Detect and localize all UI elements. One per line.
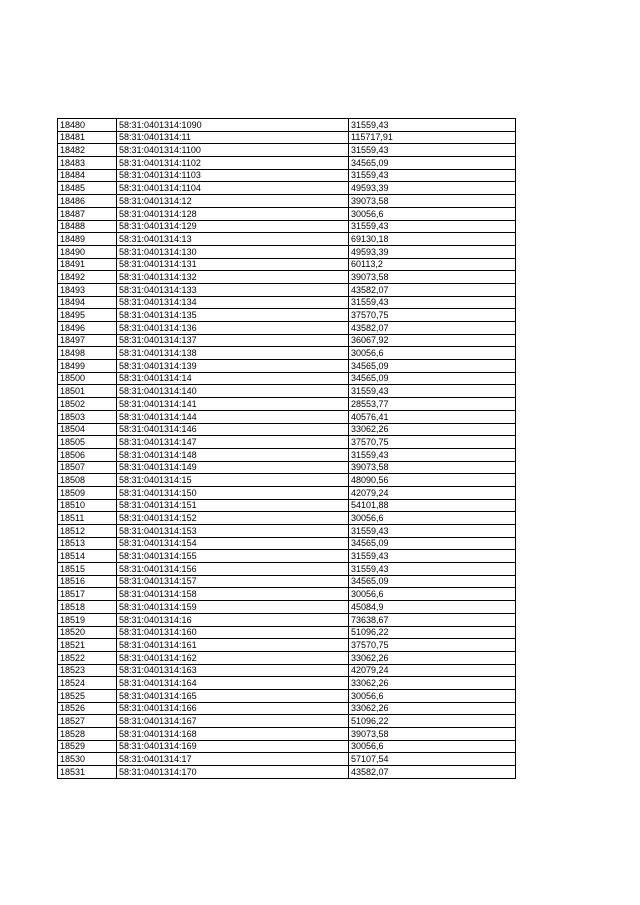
value-cell: 31559,43	[349, 296, 516, 309]
table-row	[58, 119, 516, 132]
cadastral-number-cell: 58:31:0401314:141	[117, 398, 349, 411]
row-number-cell: 18493	[58, 283, 117, 296]
cadastral-number-cell: 58:31:0401314:132	[117, 271, 349, 284]
table-row	[58, 588, 516, 601]
value-cell: 31559,43	[349, 563, 516, 576]
row-number-cell: 18504	[58, 423, 117, 436]
row-number-cell: 18509	[58, 486, 117, 499]
cadastral-number-cell: 58:31:0401314:157	[117, 575, 349, 588]
value-cell: 33062,26	[349, 702, 516, 715]
value-cell: 33062,26	[349, 651, 516, 664]
row-number-cell: 18515	[58, 563, 117, 576]
value-cell: 69130,18	[349, 233, 516, 246]
table-row	[58, 233, 516, 246]
row-number-cell: 18508	[58, 474, 117, 487]
row-number-cell: 18524	[58, 677, 117, 690]
value-cell: 51096,22	[349, 715, 516, 728]
value-cell: 34565,09	[349, 372, 516, 385]
value-cell: 49593,39	[349, 182, 516, 195]
row-number-cell: 18485	[58, 182, 117, 195]
value-cell: 31559,43	[349, 144, 516, 157]
row-number-cell: 18512	[58, 525, 117, 538]
table-row	[58, 613, 516, 626]
row-number-cell: 18487	[58, 207, 117, 220]
table-row	[58, 309, 516, 322]
cadastral-number-cell: 58:31:0401314:170	[117, 766, 349, 779]
value-cell: 31559,43	[349, 385, 516, 398]
cadastral-number-cell: 58:31:0401314:135	[117, 309, 349, 322]
table-row	[58, 474, 516, 487]
cadastral-number-cell: 58:31:0401314:1102	[117, 157, 349, 170]
table-row	[58, 677, 516, 690]
cadastral-number-cell: 58:31:0401314:13	[117, 233, 349, 246]
row-number-cell: 18518	[58, 601, 117, 614]
value-cell: 39073,58	[349, 195, 516, 208]
value-cell: 42079,24	[349, 664, 516, 677]
row-number-cell: 18530	[58, 753, 117, 766]
table-row	[58, 220, 516, 233]
cadastral-number-cell: 58:31:0401314:169	[117, 740, 349, 753]
row-number-cell: 18483	[58, 157, 117, 170]
cadastral-number-cell: 58:31:0401314:16	[117, 613, 349, 626]
cadastral-number-cell: 58:31:0401314:12	[117, 195, 349, 208]
cadastral-number-cell: 58:31:0401314:146	[117, 423, 349, 436]
value-cell: 57107,54	[349, 753, 516, 766]
value-cell: 31559,43	[349, 169, 516, 182]
cadastral-number-cell: 58:31:0401314:139	[117, 360, 349, 373]
row-number-cell: 18507	[58, 461, 117, 474]
cadastral-number-cell: 58:31:0401314:136	[117, 322, 349, 335]
table-row	[58, 423, 516, 436]
value-cell: 34565,09	[349, 157, 516, 170]
cadastral-number-cell: 58:31:0401314:160	[117, 626, 349, 639]
row-number-cell: 18517	[58, 588, 117, 601]
cadastral-number-cell: 58:31:0401314:159	[117, 601, 349, 614]
row-number-cell: 18481	[58, 131, 117, 144]
value-cell: 43582,07	[349, 322, 516, 335]
table-row	[58, 575, 516, 588]
cadastral-number-cell: 58:31:0401314:161	[117, 639, 349, 652]
value-cell: 31559,43	[349, 119, 516, 132]
cadastral-number-cell: 58:31:0401314:150	[117, 486, 349, 499]
value-cell: 34565,09	[349, 575, 516, 588]
table-row	[58, 283, 516, 296]
value-cell: 30056,6	[349, 588, 516, 601]
table-row	[58, 689, 516, 702]
row-number-cell: 18505	[58, 436, 117, 449]
value-cell: 37570,75	[349, 436, 516, 449]
row-number-cell: 18495	[58, 309, 117, 322]
row-number-cell: 18488	[58, 220, 117, 233]
cadastral-number-cell: 58:31:0401314:166	[117, 702, 349, 715]
table-row	[58, 131, 516, 144]
value-cell: 30056,6	[349, 347, 516, 360]
table-row	[58, 740, 516, 753]
row-number-cell: 18499	[58, 360, 117, 373]
table-row	[58, 385, 516, 398]
row-number-cell: 18496	[58, 322, 117, 335]
row-number-cell: 18498	[58, 347, 117, 360]
value-cell: 43582,07	[349, 283, 516, 296]
cadastral-number-cell: 58:31:0401314:1090	[117, 119, 349, 132]
cadastral-number-cell: 58:31:0401314:162	[117, 651, 349, 664]
value-cell: 40576,41	[349, 410, 516, 423]
row-number-cell: 18514	[58, 550, 117, 563]
table-row	[58, 448, 516, 461]
cadastral-number-cell: 58:31:0401314:14	[117, 372, 349, 385]
cadastral-number-cell: 58:31:0401314:137	[117, 334, 349, 347]
table-row	[58, 601, 516, 614]
value-cell: 73638,67	[349, 613, 516, 626]
cadastral-number-cell: 58:31:0401314:138	[117, 347, 349, 360]
table-row	[58, 398, 516, 411]
table-row	[58, 486, 516, 499]
cadastral-number-cell: 58:31:0401314:153	[117, 525, 349, 538]
cadastral-number-cell: 58:31:0401314:131	[117, 258, 349, 271]
table-row	[58, 626, 516, 639]
table-row	[58, 245, 516, 258]
table-row	[58, 499, 516, 512]
table-row	[58, 664, 516, 677]
table-row	[58, 360, 516, 373]
row-number-cell: 18492	[58, 271, 117, 284]
cadastral-number-cell: 58:31:0401314:155	[117, 550, 349, 563]
table-row	[58, 258, 516, 271]
cadastral-number-cell: 58:31:0401314:156	[117, 563, 349, 576]
cadastral-number-cell: 58:31:0401314:154	[117, 537, 349, 550]
value-cell: 39073,58	[349, 461, 516, 474]
table-row	[58, 322, 516, 335]
cadastral-number-cell: 58:31:0401314:17	[117, 753, 349, 766]
value-cell: 37570,75	[349, 639, 516, 652]
cadastral-number-cell: 58:31:0401314:134	[117, 296, 349, 309]
row-number-cell: 18513	[58, 537, 117, 550]
value-cell: 115717,91	[349, 131, 516, 144]
table-row	[58, 753, 516, 766]
cadastral-number-cell: 58:31:0401314:158	[117, 588, 349, 601]
value-cell: 45084,9	[349, 601, 516, 614]
table-body	[58, 119, 516, 779]
value-cell: 54101,88	[349, 499, 516, 512]
cadastral-number-cell: 58:31:0401314:163	[117, 664, 349, 677]
row-number-cell: 18503	[58, 410, 117, 423]
value-cell: 30056,6	[349, 689, 516, 702]
value-cell: 34565,09	[349, 360, 516, 373]
cadastral-number-cell: 58:31:0401314:130	[117, 245, 349, 258]
row-number-cell: 18526	[58, 702, 117, 715]
value-cell: 48090,56	[349, 474, 516, 487]
row-number-cell: 18520	[58, 626, 117, 639]
cadastral-number-cell: 58:31:0401314:11	[117, 131, 349, 144]
cadastral-number-cell: 58:31:0401314:1100	[117, 144, 349, 157]
value-cell: 31559,43	[349, 525, 516, 538]
value-cell: 33062,26	[349, 677, 516, 690]
cadastral-number-cell: 58:31:0401314:152	[117, 512, 349, 525]
value-cell: 39073,58	[349, 728, 516, 741]
cadastral-number-cell: 58:31:0401314:15	[117, 474, 349, 487]
table-row	[58, 563, 516, 576]
row-number-cell: 18506	[58, 448, 117, 461]
table-row	[58, 728, 516, 741]
cadastral-number-cell: 58:31:0401314:128	[117, 207, 349, 220]
value-cell: 43582,07	[349, 766, 516, 779]
table-row	[58, 195, 516, 208]
cadastral-number-cell: 58:31:0401314:151	[117, 499, 349, 512]
cadastral-number-cell: 58:31:0401314:1104	[117, 182, 349, 195]
table-row	[58, 347, 516, 360]
table-row	[58, 702, 516, 715]
row-number-cell: 18521	[58, 639, 117, 652]
value-cell: 37570,75	[349, 309, 516, 322]
value-cell: 60113,2	[349, 258, 516, 271]
table-row	[58, 537, 516, 550]
cadastral-number-cell: 58:31:0401314:129	[117, 220, 349, 233]
cadastral-number-cell: 58:31:0401314:140	[117, 385, 349, 398]
value-cell: 51096,22	[349, 626, 516, 639]
row-number-cell: 18529	[58, 740, 117, 753]
value-cell: 34565,09	[349, 537, 516, 550]
row-number-cell: 18525	[58, 689, 117, 702]
row-number-cell: 18516	[58, 575, 117, 588]
row-number-cell: 18486	[58, 195, 117, 208]
table-row	[58, 271, 516, 284]
table-row	[58, 207, 516, 220]
table-row	[58, 550, 516, 563]
row-number-cell: 18490	[58, 245, 117, 258]
value-cell: 33062,26	[349, 423, 516, 436]
value-cell: 42079,24	[349, 486, 516, 499]
row-number-cell: 18501	[58, 385, 117, 398]
row-number-cell: 18510	[58, 499, 117, 512]
cadastral-number-cell: 58:31:0401314:133	[117, 283, 349, 296]
cadastral-number-cell: 58:31:0401314:167	[117, 715, 349, 728]
table-row	[58, 296, 516, 309]
row-number-cell: 18500	[58, 372, 117, 385]
row-number-cell: 18502	[58, 398, 117, 411]
row-number-cell: 18484	[58, 169, 117, 182]
value-cell: 36067,92	[349, 334, 516, 347]
table-row	[58, 715, 516, 728]
value-cell: 31559,43	[349, 550, 516, 563]
value-cell: 30056,6	[349, 207, 516, 220]
table-row	[58, 334, 516, 347]
row-number-cell: 18482	[58, 144, 117, 157]
table-row	[58, 372, 516, 385]
table-row	[58, 639, 516, 652]
cadastral-number-cell: 58:31:0401314:147	[117, 436, 349, 449]
cadastral-number-cell: 58:31:0401314:1103	[117, 169, 349, 182]
table-row	[58, 157, 516, 170]
row-number-cell: 18523	[58, 664, 117, 677]
table-row	[58, 525, 516, 538]
value-cell: 31559,43	[349, 220, 516, 233]
row-number-cell: 18480	[58, 119, 117, 132]
table-row	[58, 410, 516, 423]
value-cell: 31559,43	[349, 448, 516, 461]
table-row	[58, 512, 516, 525]
cadastral-number-cell: 58:31:0401314:168	[117, 728, 349, 741]
cadastral-number-cell: 58:31:0401314:164	[117, 677, 349, 690]
cadastral-number-cell: 58:31:0401314:144	[117, 410, 349, 423]
table-row	[58, 436, 516, 449]
cadastral-number-cell: 58:31:0401314:149	[117, 461, 349, 474]
row-number-cell: 18497	[58, 334, 117, 347]
table-row	[58, 651, 516, 664]
row-number-cell: 18511	[58, 512, 117, 525]
value-cell: 49593,39	[349, 245, 516, 258]
row-number-cell: 18491	[58, 258, 117, 271]
cadastral-number-cell: 58:31:0401314:148	[117, 448, 349, 461]
row-number-cell: 18494	[58, 296, 117, 309]
value-cell: 28553,77	[349, 398, 516, 411]
row-number-cell: 18489	[58, 233, 117, 246]
row-number-cell: 18528	[58, 728, 117, 741]
row-number-cell: 18519	[58, 613, 117, 626]
value-cell: 30056,6	[349, 512, 516, 525]
table-row	[58, 182, 516, 195]
table-row	[58, 144, 516, 157]
cadastral-number-cell: 58:31:0401314:165	[117, 689, 349, 702]
table-row	[58, 766, 516, 779]
row-number-cell: 18531	[58, 766, 117, 779]
row-number-cell: 18522	[58, 651, 117, 664]
value-cell: 30056,6	[349, 740, 516, 753]
table-row	[58, 169, 516, 182]
table-row	[58, 461, 516, 474]
cadastral-value-table	[57, 118, 516, 779]
row-number-cell: 18527	[58, 715, 117, 728]
value-cell: 39073,58	[349, 271, 516, 284]
